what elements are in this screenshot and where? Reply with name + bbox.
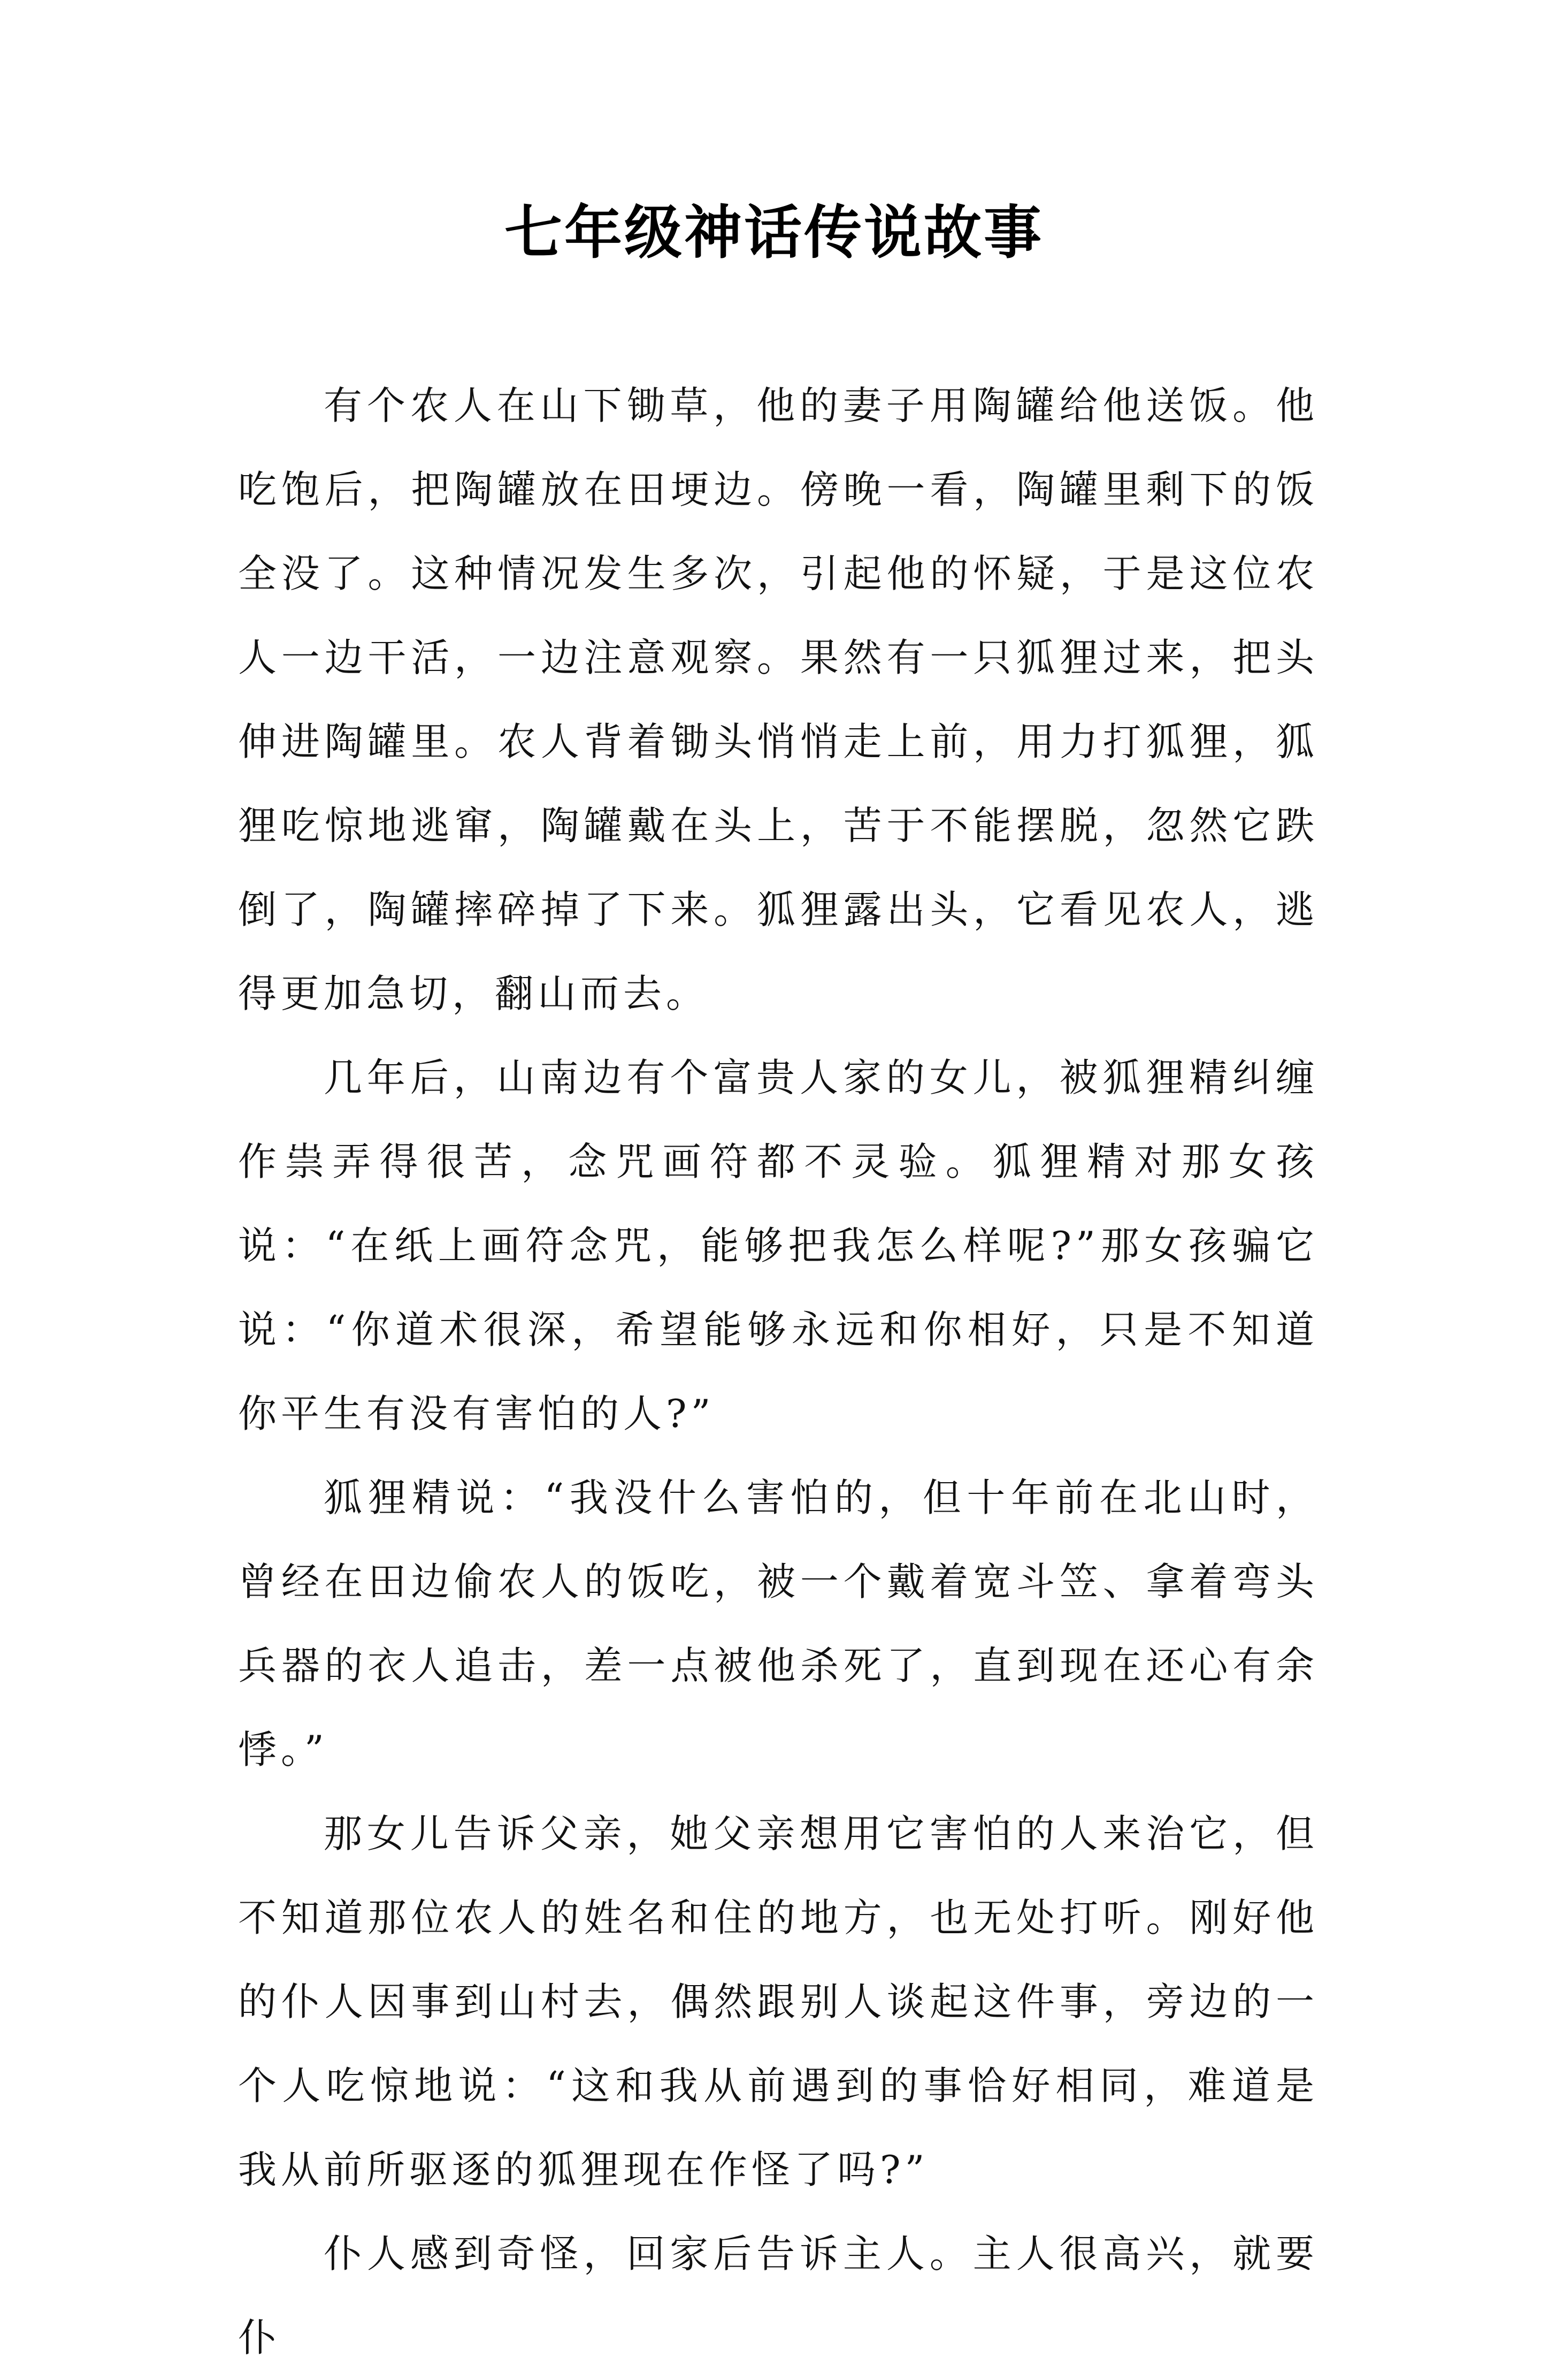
paragraph-1: 有个农人在山下锄草，他的妻子用陶罐给他送饭。他吃饱后，把陶罐放在田埂边。傍晚一看，陶罐里剩下的饭全没了。这种情况发生多次，引起他的怀疑，于是这位农人一边干活，一边注意观察。果然有一只狐狸过来，把头伸进陶罐里。农人背着锄头悄悄走上前，用力打狐狸，狐狸吃惊地逃窜，陶罐戴在头上，苦于不能摆脱，忽然它跌倒了，陶罐摔碎掉了下来。狐狸露出头，它看见农人，逃得更加急切，翻山而去。 <box>238 383 1319 1016</box>
document-body <box>238 364 1319 2380</box>
paragraph-2: 几年后，山南边有个富贵人家的女儿，被狐狸精纠缠作祟弄得很苦，念咒画符都不灵验。狐狸精对那女孩说：“在纸上画符念咒，能够把我怎么样呢?”那女孩骗它说：“你道术很深，希望能够永远和你相好，只是不知道你平生有没有害怕的人?” <box>238 1055 1319 1436</box>
paragraph-4: 那女儿告诉父亲，她父亲想用它害怕的人来治它，但不知道那位农人的姓名和住的地方，也无处打听。刚好他的仆人因事到山村去，偶然跟别人谈起这件事，旁边的一个人吃惊地说：“这和我从前遇到的事恰好相同，难道是我从前所驱逐的狐狸现在作怪了吗?” <box>238 1811 1319 2192</box>
document-title: 七年级神话传说故事 <box>504 199 1044 266</box>
paragraph-5: 仆人感到奇怪，回家后告诉主人。主人很高兴，就要仆 <box>238 2231 1319 2360</box>
paragraph-3: 狐狸精说：“我没什么害怕的，但十年前在北山时，曾经在田边偷农人的饭吃，被一个戴着宽斗笠、拿着弯头兵器的衣人追击，差一点被他杀死了，直到现在还心有余悸。” <box>238 1475 1319 1772</box>
